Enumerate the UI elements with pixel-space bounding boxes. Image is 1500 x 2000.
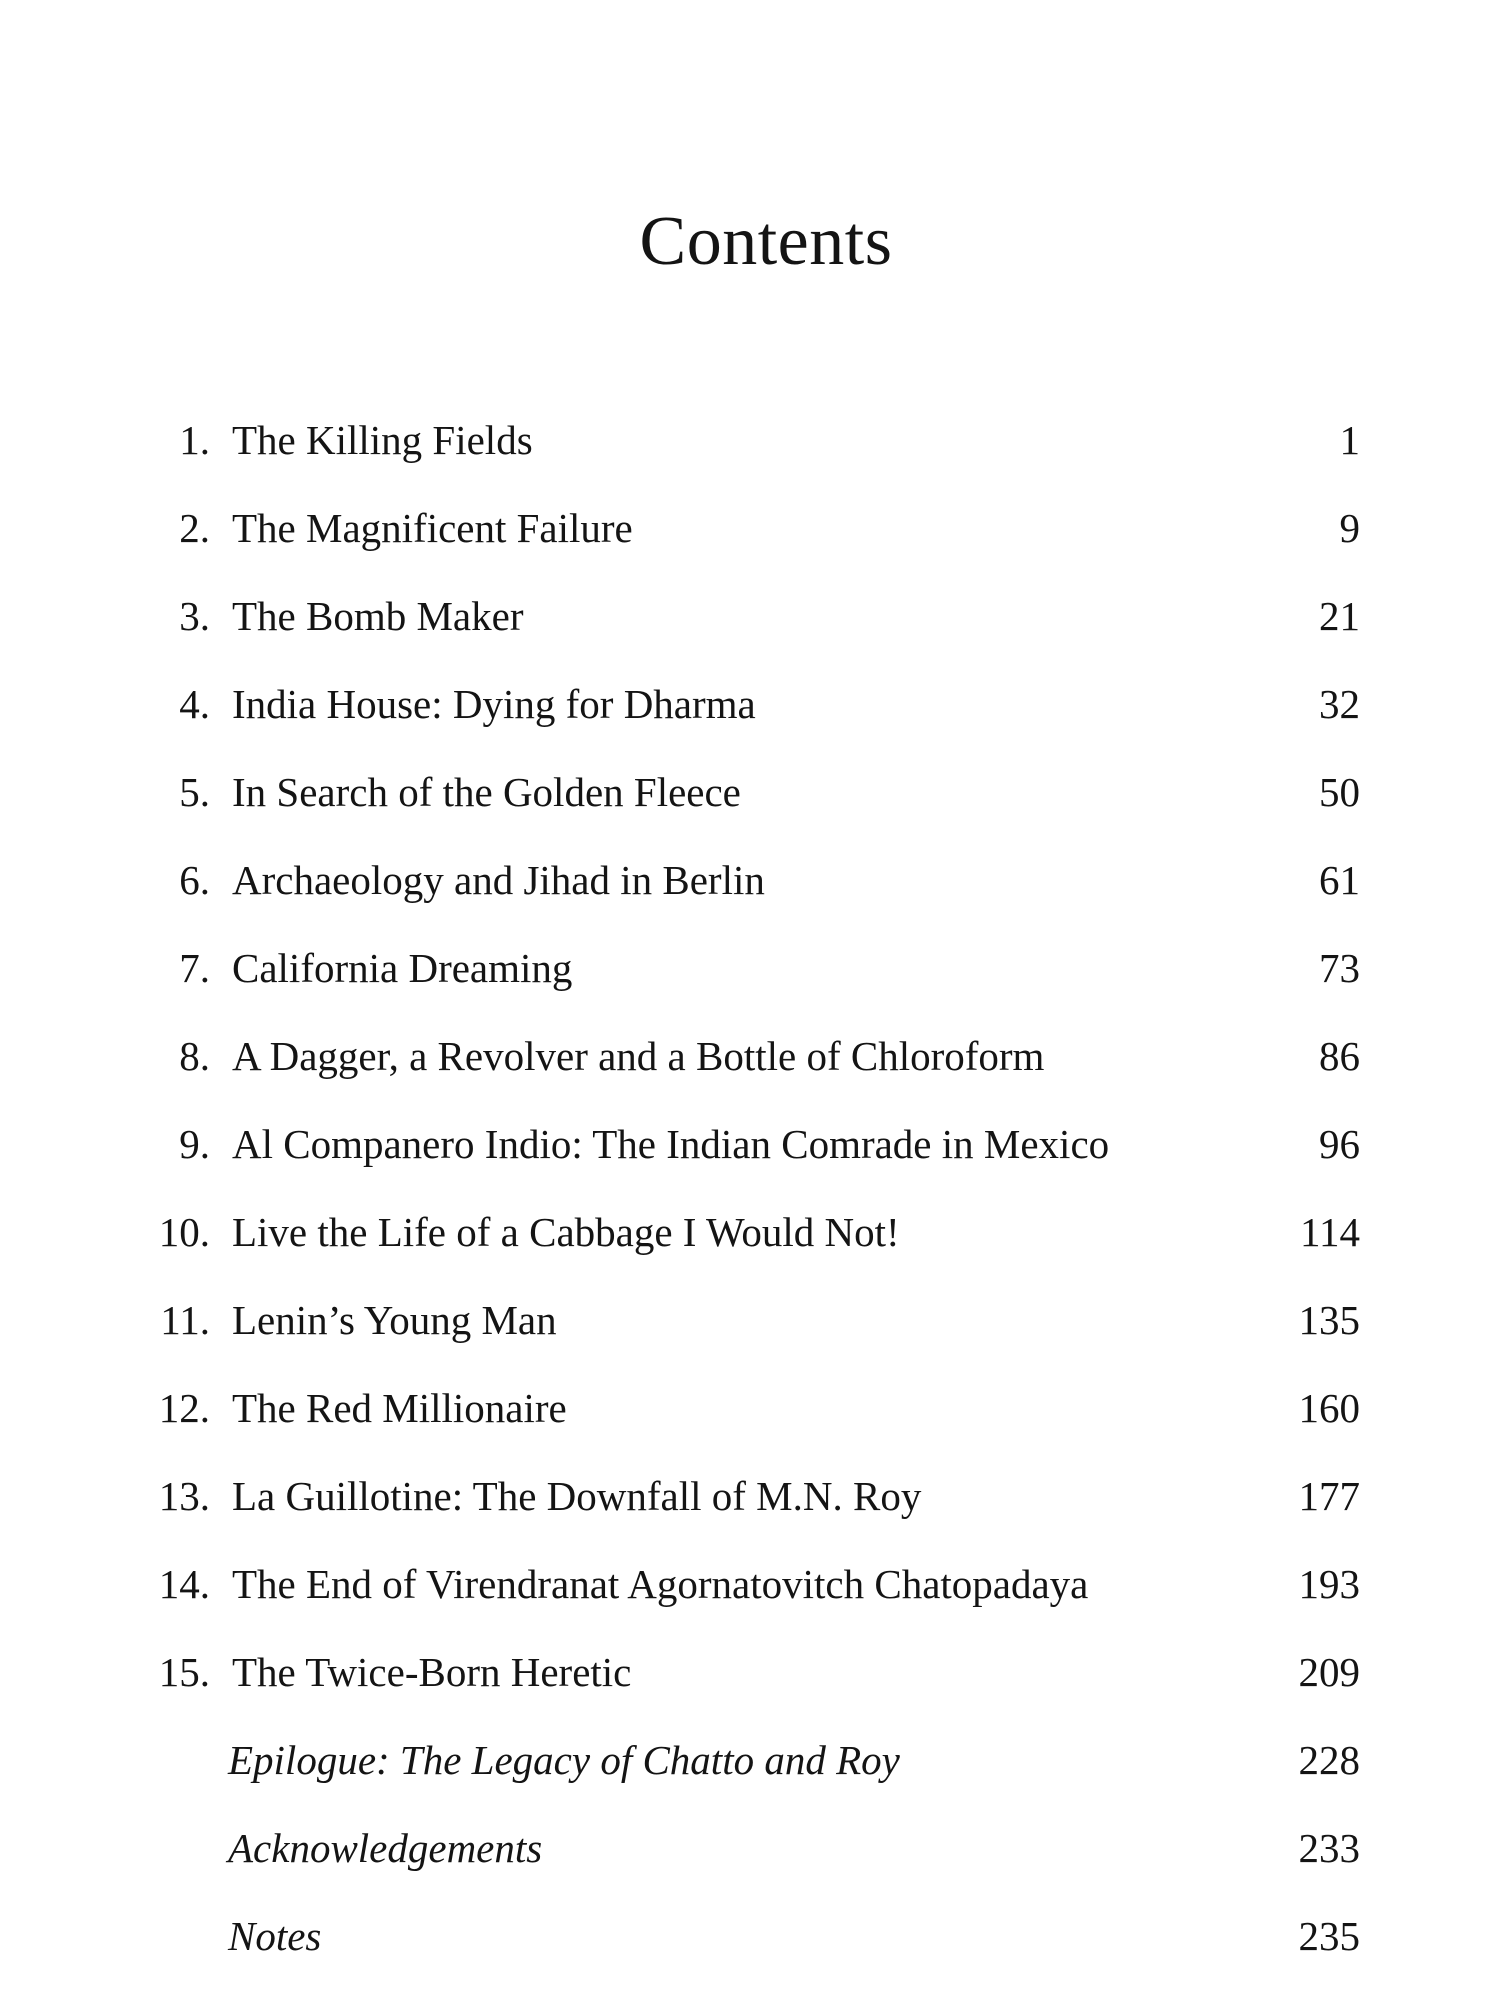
toc-entry <box>0 1549 1500 1619</box>
chapter-page: 96 <box>1319 1121 1360 1167</box>
chapter-page: 177 <box>1298 1473 1360 1519</box>
chapter-title: India House: Dying for Dharma <box>232 681 756 727</box>
chapter-title: La Guillotine: The Downfall of M.N. Roy <box>232 1473 922 1519</box>
chapter-number: 12. <box>158 1385 210 1431</box>
chapter-page: 86 <box>1319 1033 1360 1079</box>
chapter-page: 135 <box>1298 1297 1360 1343</box>
chapter-number: 10. <box>158 1209 210 1255</box>
chapter-page: 193 <box>1298 1561 1360 1607</box>
chapter-title: California Dreaming <box>232 945 573 991</box>
toc-entry <box>0 1637 1500 1707</box>
chapter-page: 61 <box>1319 857 1360 903</box>
chapter-title: Archaeology and Jihad in Berlin <box>232 857 765 903</box>
chapter-page: 32 <box>1319 681 1360 727</box>
toc-entry <box>0 845 1500 915</box>
chapter-number: 4. <box>179 681 210 727</box>
chapter-page: 21 <box>1319 593 1360 639</box>
chapter-title: The End of Virendranat Agornatovitch Chatopadaya <box>232 1561 1089 1607</box>
chapter-number: 6. <box>179 857 210 903</box>
acknowledgements-title: Acknowledgements <box>228 1825 543 1871</box>
chapter-number: 11. <box>160 1297 210 1343</box>
chapter-number: 2. <box>179 505 210 551</box>
chapter-number: 3. <box>179 593 210 639</box>
epilogue-title: Epilogue: The Legacy of Chatto and Roy <box>228 1737 900 1783</box>
toc-entry <box>0 1461 1500 1531</box>
chapter-number: 9. <box>179 1121 210 1167</box>
chapter-title: The Twice-Born Heretic <box>232 1649 632 1695</box>
acknowledgements-page: 233 <box>1298 1825 1360 1871</box>
chapter-page: 50 <box>1319 769 1360 815</box>
chapter-page: 1 <box>1339 417 1360 463</box>
toc-entry <box>0 933 1500 1003</box>
chapter-title: In Search of the Golden Fleece <box>232 769 741 815</box>
notes-page: 235 <box>1298 1913 1360 1959</box>
toc-back-matter-entry <box>0 1725 1500 1795</box>
chapter-number: 7. <box>179 945 210 991</box>
toc-entry <box>0 405 1500 475</box>
notes-title: Notes <box>228 1913 322 1959</box>
toc-entry <box>0 1197 1500 1267</box>
chapter-title: A Dagger, a Revolver and a Bottle of Chloroform <box>232 1033 1045 1079</box>
chapter-number: 5. <box>179 769 210 815</box>
toc-entry <box>0 493 1500 563</box>
toc-entry <box>0 1109 1500 1179</box>
toc-back-matter-entry <box>0 1901 1500 1971</box>
page-title: Contents <box>639 202 893 280</box>
chapter-number: 8. <box>179 1033 210 1079</box>
chapter-number: 14. <box>158 1561 210 1607</box>
chapter-number: 13. <box>158 1473 210 1519</box>
chapter-page: 73 <box>1319 945 1360 991</box>
chapter-title: Al Companero Indio: The Indian Comrade in Mexico <box>232 1121 1110 1167</box>
toc-entry <box>0 1021 1500 1091</box>
chapter-number: 1. <box>179 417 210 463</box>
chapter-title: The Bomb Maker <box>232 593 524 639</box>
chapter-title: The Red Millionaire <box>232 1385 567 1431</box>
chapter-title: The Magnificent Failure <box>232 505 633 551</box>
chapter-page: 114 <box>1300 1209 1360 1255</box>
toc-entry <box>0 581 1500 651</box>
toc-entry <box>0 1285 1500 1355</box>
toc-entry <box>0 757 1500 827</box>
chapter-title: Live the Life of a Cabbage I Would Not! <box>232 1209 900 1255</box>
chapter-title: Lenin’s Young Man <box>232 1297 557 1343</box>
chapter-page: 9 <box>1339 505 1360 551</box>
toc-entry <box>0 669 1500 739</box>
chapter-page: 209 <box>1298 1649 1360 1695</box>
chapter-title: The Killing Fields <box>232 417 533 463</box>
chapter-page: 160 <box>1298 1385 1360 1431</box>
toc-entry <box>0 1373 1500 1443</box>
chapter-number: 15. <box>158 1649 210 1695</box>
toc-back-matter-entry <box>0 1813 1500 1883</box>
epilogue-page: 228 <box>1298 1737 1360 1783</box>
